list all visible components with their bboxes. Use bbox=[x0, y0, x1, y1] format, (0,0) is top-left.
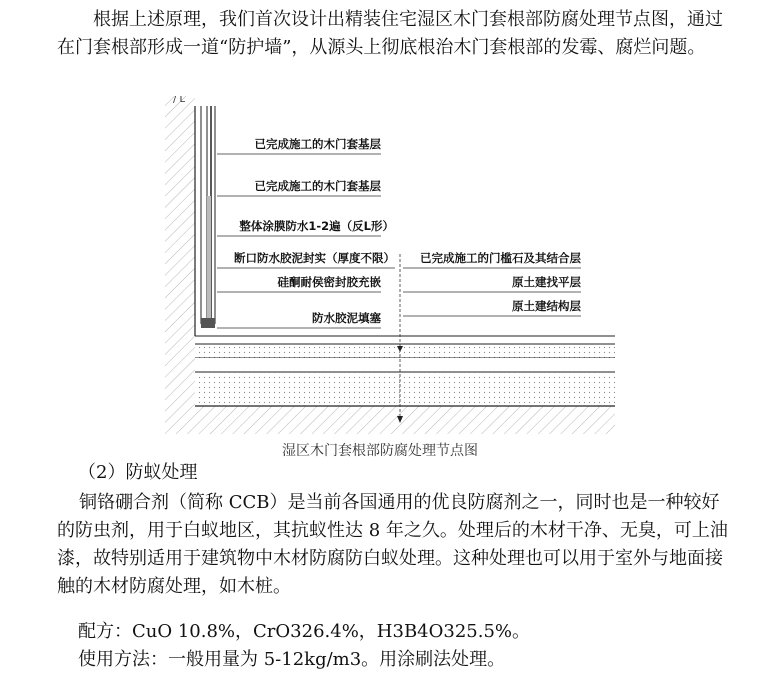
formula-line: 配方：CuO 10.8%，CrO326.4%，H3B4O325.5%。 bbox=[78, 621, 531, 642]
body-paragraph: 铜铬硼合剂（简称 CCB）是当前各国通用的优良防腐剂之一，同时也是一种较好的防虫剂，用于白蚁地区，其抗蚁性达 8 年之久。处理后的木材干净、无臭，可上油漆，故特别适用于建筑物中木材防腐防白蚁处理。这种处理也可以用于室外与地面接触的木材防腐处理，如木桩。 bbox=[57, 492, 728, 597]
label-structure-layer: 原土建结构层 bbox=[512, 299, 581, 313]
label-door-base-1: 已完成施工的木门套基层 bbox=[254, 137, 381, 151]
diagram-caption: 湿区木门套根部防腐处理节点图 bbox=[282, 443, 478, 459]
wall-hatch bbox=[165, 96, 195, 336]
sealant-block bbox=[201, 318, 215, 328]
node-diagram-svg bbox=[163, 96, 615, 436]
label-threshold-stone: 已完成施工的门槛石及其结合层 bbox=[420, 251, 581, 265]
corner-hatch bbox=[165, 336, 195, 406]
node-diagram bbox=[163, 96, 615, 436]
floor-hatch bbox=[165, 406, 615, 434]
label-putty-fill: 防水胶泥填塞 bbox=[312, 311, 381, 325]
label-waterproof-coating: 整体涂膜防水1-2遍（反L形） bbox=[239, 219, 394, 233]
label-cut-seal: 断口防水胶泥封实（厚度不限） bbox=[234, 251, 395, 265]
intro-paragraph: 根据上述原理，我们首次设计出精装住宅湿区木门套根部防腐处理节点图，通过在门套根部形成一道“防护墙”，从源头上彻底根治木门套根部的发霉、腐烂问题。 bbox=[57, 9, 723, 58]
svg-text:/ L: / L bbox=[173, 96, 186, 105]
label-screed-layer: 原土建找平层 bbox=[512, 275, 581, 289]
structure-layer bbox=[195, 372, 615, 406]
usage-line: 使用方法：一般用量为 5-12kg/m3。用涂刷法处理。 bbox=[78, 649, 506, 670]
waterproof-layer bbox=[207, 196, 211, 324]
label-silicone-sealant: 硅酮耐侯密封胶充嵌 bbox=[277, 275, 381, 289]
label-door-base-2: 已完成施工的木门套基层 bbox=[254, 179, 381, 193]
threshold-layer bbox=[195, 344, 615, 358]
section-heading: （2）防蚁处理 bbox=[78, 462, 198, 483]
